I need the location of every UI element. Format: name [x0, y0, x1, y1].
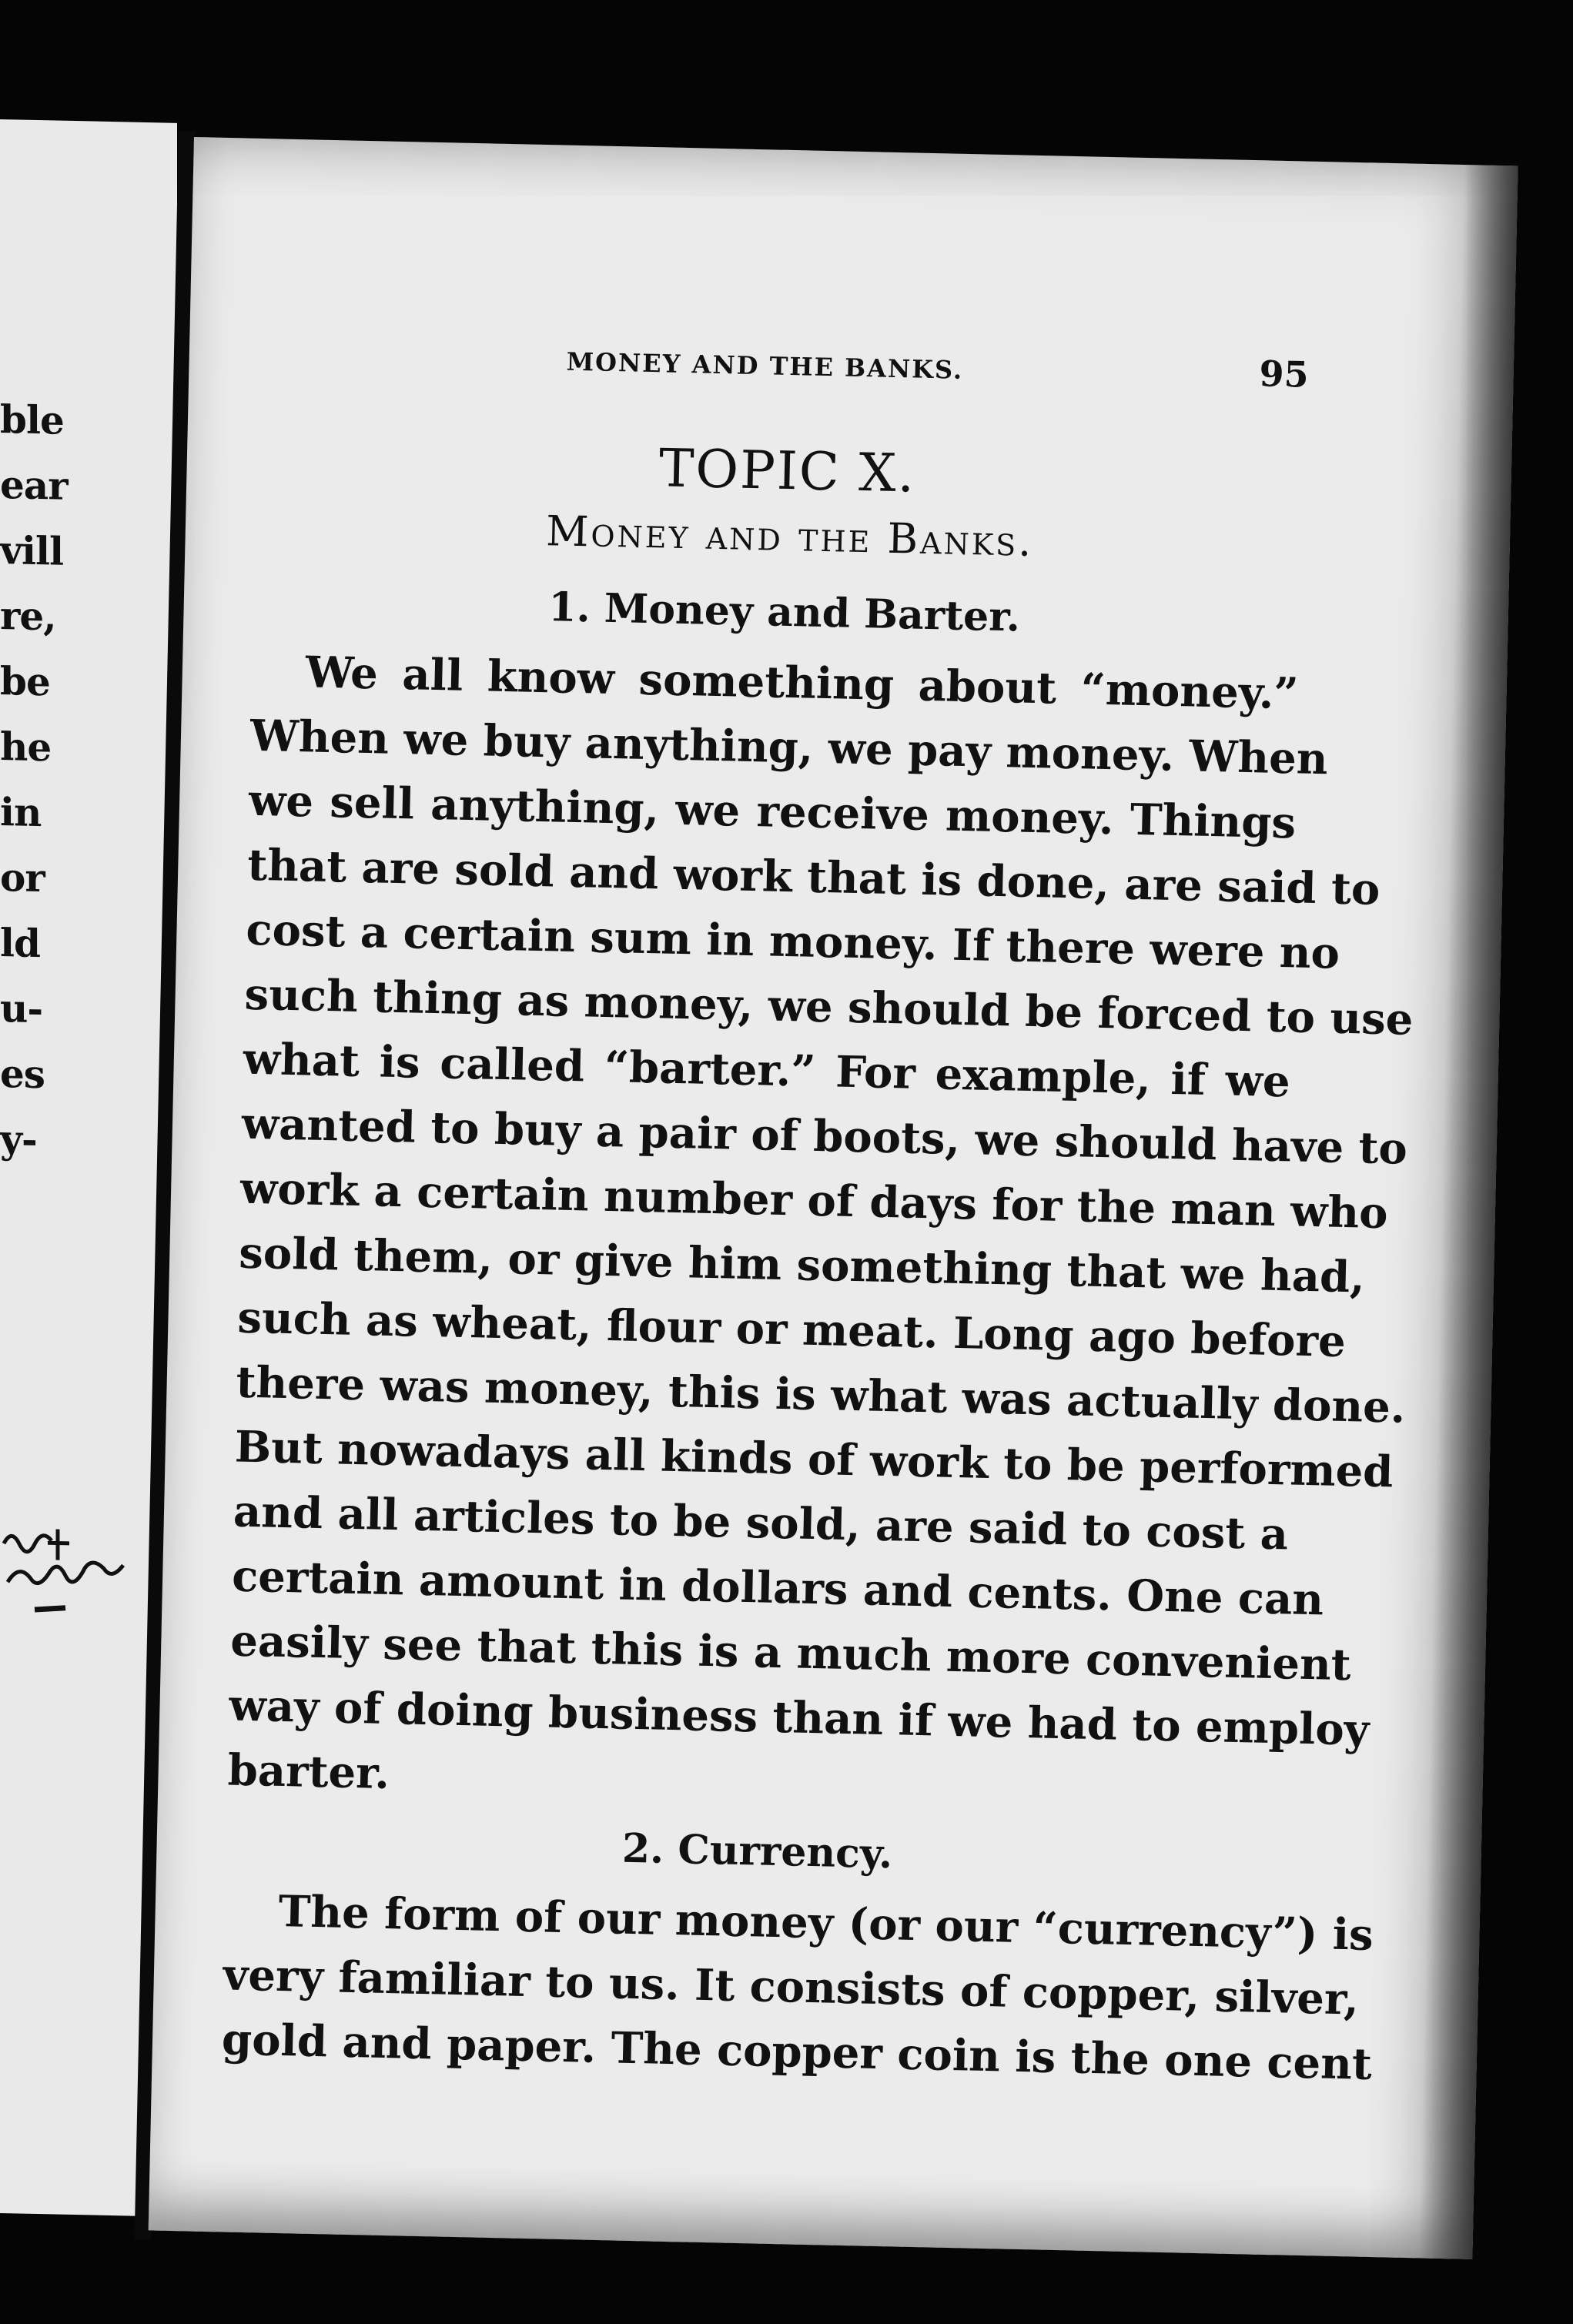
left-page-text: re, [0, 593, 56, 640]
text-line: cost a certain sum in money. If there were no [245, 904, 1340, 979]
left-page-text: he [0, 724, 52, 771]
text-line: that are sold and work that is done, are said to [246, 839, 1381, 915]
text-line: certain amount in dollars and cents. One can [231, 1550, 1324, 1626]
left-page-text: y- [0, 1116, 37, 1163]
book-page [149, 137, 1518, 2259]
left-page-text: es [0, 1051, 45, 1098]
running-head: MONEY AND THE BANKS. [566, 346, 964, 385]
left-page-text: vill [0, 527, 64, 574]
text-line: But nowadays all kinds of work to be performed [234, 1421, 1394, 1498]
text-line: very familiar to us. It consists of copper, silver, [223, 1949, 1360, 2025]
text-line: sold them, or give him something that we had, [238, 1227, 1366, 1303]
handwritten-annotation-icon [0, 1520, 131, 1631]
text-line: what is called “barter.” For example, if we [243, 1033, 1291, 1108]
text-line: we sell anything, we receive money. Things [248, 774, 1297, 849]
text-line: such as wheat, flour or meat. Long ago before [236, 1292, 1347, 1367]
left-page-text: ear [0, 462, 68, 509]
text-line: there was money, this is what was actually done. [236, 1356, 1407, 1433]
topic-subtitle: Money and the Banks. [545, 507, 1035, 566]
text-line: barter. [227, 1744, 390, 1800]
section-body [227, 639, 1414, 1825]
left-page-text: ble [0, 396, 64, 443]
text-line: and all articles to be sold, are said to cost a [233, 1486, 1289, 1560]
text-line: The form of our money (or our “currency”) is [278, 1885, 1374, 1961]
text-line: easily see that this is a much more convenient [229, 1615, 1352, 1691]
text-line: gold and paper. The copper coin is the one cent [221, 2014, 1373, 2090]
left-page-text: ld [0, 920, 40, 967]
text-line: such thing as money, we should be forced to use [244, 968, 1414, 1045]
section-heading: 2. Currency. [621, 1824, 893, 1878]
text-line: wanted to buy a pair of boots, we should have to [241, 1098, 1408, 1175]
page-edge-shadow [1418, 165, 1518, 2259]
left-page-text: u- [0, 985, 43, 1032]
left-page-text: or [0, 854, 45, 901]
text-line: way of doing business than if we had to employ [228, 1680, 1370, 1756]
section-heading: 1. Money and Barter. [547, 584, 1021, 641]
topic-title: TOPIC X. [658, 438, 917, 505]
page-number: 95 [1259, 353, 1310, 396]
section-body [221, 1878, 1374, 2095]
text-line: We all know something about “money.” [305, 647, 1300, 720]
text-line: When we buy anything, we pay money. When [249, 710, 1329, 785]
left-page-text: be [0, 658, 50, 705]
left-page-text: in [0, 789, 42, 836]
text-line: work a certain number of days for the man who [239, 1162, 1389, 1239]
